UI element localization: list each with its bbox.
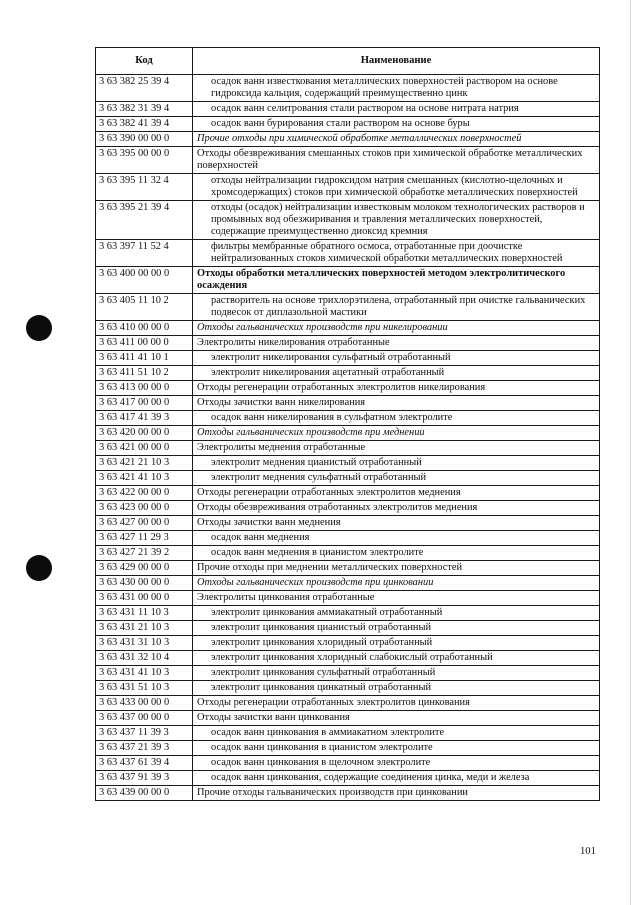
waste-code-cell: 3 63 417 41 39 3 (96, 411, 193, 426)
waste-name-cell: электролит никелирования сульфатный отработанный (193, 351, 600, 366)
waste-code-cell: 3 63 437 00 00 0 (96, 711, 193, 726)
table-row (96, 546, 600, 561)
code-column-header: Код (96, 48, 193, 75)
waste-name-cell: Отходы гальванических производств при меднении (193, 426, 600, 441)
waste-name-cell: электролит меднения сульфатный отработанный (193, 471, 600, 486)
page-number: 101 (580, 846, 596, 857)
table-row (96, 201, 600, 240)
waste-name-cell: электролит цинкования аммиакатный отработанный (193, 606, 600, 621)
table-row (96, 75, 600, 102)
waste-code-cell: 3 63 431 00 00 0 (96, 591, 193, 606)
table-row (96, 456, 600, 471)
waste-code-cell: 3 63 433 00 00 0 (96, 696, 193, 711)
waste-name-cell: электролит цинкования цианистый отработанный (193, 621, 600, 636)
waste-code-cell: 3 63 411 51 10 2 (96, 366, 193, 381)
waste-name-cell: фильтры мембранные обратного осмоса, отработанные при доочистке нейтрализованных стоков химической обработки металлических поверхностей (193, 240, 600, 267)
table-row (96, 294, 600, 321)
table-row (96, 321, 600, 336)
waste-name-cell: электролит цинкования хлоридный отработанный (193, 636, 600, 651)
waste-name-cell: Отходы регенерации отработанных электролитов меднения (193, 486, 600, 501)
waste-name-cell: осадок ванн меднения в цианистом электролите (193, 546, 600, 561)
table-row (96, 240, 600, 267)
waste-code-cell: 3 63 431 11 10 3 (96, 606, 193, 621)
waste-code-cell: 3 63 427 00 00 0 (96, 516, 193, 531)
waste-name-cell: электролит меднения цианистый отработанный (193, 456, 600, 471)
waste-name-cell: осадок ванн известкования металлических поверхностей раствором на основе гидроксида кальция, содержащий преимущественно цинк (193, 75, 600, 102)
table-row (96, 561, 600, 576)
table-row (96, 132, 600, 147)
waste-code-cell: 3 63 422 00 00 0 (96, 486, 193, 501)
table-row (96, 771, 600, 786)
waste-name-cell: электролит цинкования хлоридный слабокислый отработанный (193, 651, 600, 666)
waste-name-cell: осадок ванн цинкования в щелочном электролите (193, 756, 600, 771)
table-row (96, 486, 600, 501)
waste-code-cell: 3 63 437 21 39 3 (96, 741, 193, 756)
waste-name-cell: осадок ванн цинкования в цианистом электролите (193, 741, 600, 756)
table-row (96, 426, 600, 441)
waste-code-cell: 3 63 411 41 10 1 (96, 351, 193, 366)
waste-name-cell: осадок ванн селитрования стали раствором на основе нитрата натрия (193, 102, 600, 117)
waste-code-cell: 3 63 431 51 10 3 (96, 681, 193, 696)
table-row (96, 147, 600, 174)
waste-name-cell: осадок ванн бурирования стали раствором на основе буры (193, 117, 600, 132)
waste-code-cell: 3 63 431 41 10 3 (96, 666, 193, 681)
table-row (96, 411, 600, 426)
waste-code-cell: 3 63 427 21 39 2 (96, 546, 193, 561)
punch-hole (26, 315, 52, 341)
waste-code-cell: 3 63 420 00 00 0 (96, 426, 193, 441)
waste-code-cell: 3 63 413 00 00 0 (96, 381, 193, 396)
waste-code-cell: 3 63 382 25 39 4 (96, 75, 193, 102)
waste-code-cell: 3 63 421 00 00 0 (96, 441, 193, 456)
waste-code-cell: 3 63 421 41 10 3 (96, 471, 193, 486)
waste-name-cell: Отходы обработки металлических поверхностей методом электролитического осаждения (193, 267, 600, 294)
waste-name-cell: осадок ванн меднения (193, 531, 600, 546)
table-row (96, 501, 600, 516)
waste-name-cell: Электролиты никелирования отработанные (193, 336, 600, 351)
table-row (96, 786, 600, 801)
table-row (96, 636, 600, 651)
waste-name-cell: Отходы гальванических производств при никелировании (193, 321, 600, 336)
waste-name-cell: Отходы обезвреживания смешанных стоков при химической обработке металлических поверхностей (193, 147, 600, 174)
waste-code-cell: 3 63 382 41 39 4 (96, 117, 193, 132)
table-row (96, 102, 600, 117)
table-row (96, 471, 600, 486)
waste-code-cell: 3 63 410 00 00 0 (96, 321, 193, 336)
waste-name-cell: Прочие отходы при химической обработке металлических поверхностей (193, 132, 600, 147)
waste-name-cell: Электролиты цинкования отработанные (193, 591, 600, 606)
waste-code-cell: 3 63 421 21 10 3 (96, 456, 193, 471)
waste-code-cell: 3 63 397 11 52 4 (96, 240, 193, 267)
table-row (96, 696, 600, 711)
waste-name-cell: растворитель на основе трихлорэтилена, отработанный при очистке гальванических подвесок от диплазольной мастики (193, 294, 600, 321)
table-row (96, 651, 600, 666)
waste-code-cell: 3 63 437 61 39 4 (96, 756, 193, 771)
table-row (96, 606, 600, 621)
table-row (96, 741, 600, 756)
waste-name-cell: отходы нейтрализации гидроксидом натрия смешанных (кислотно-щелочных и хромсодержащих) стоков при химической обработке металлических поверхностей (193, 174, 600, 201)
waste-name-cell: Отходы зачистки ванн меднения (193, 516, 600, 531)
waste-name-cell: Электролиты меднения отработанные (193, 441, 600, 456)
table-row (96, 336, 600, 351)
waste-code-cell: 3 63 437 91 39 3 (96, 771, 193, 786)
punch-hole (26, 555, 52, 581)
waste-name-cell: Прочие отходы гальванических производств при цинковании (193, 786, 600, 801)
table-row (96, 726, 600, 741)
table-row (96, 351, 600, 366)
table-row (96, 711, 600, 726)
waste-code-cell: 3 63 417 00 00 0 (96, 396, 193, 411)
table-row (96, 531, 600, 546)
waste-code-cell: 3 63 395 11 32 4 (96, 174, 193, 201)
waste-name-cell: электролит цинкования сульфатный отработанный (193, 666, 600, 681)
name-column-header: Наименование (193, 48, 600, 75)
waste-name-cell: электролит никелирования ацетатный отработанный (193, 366, 600, 381)
waste-name-cell: Отходы гальванических производств при цинковании (193, 576, 600, 591)
waste-code-cell: 3 63 395 00 00 0 (96, 147, 193, 174)
table-row (96, 117, 600, 132)
waste-name-cell: осадок ванн никелирования в сульфатном электролите (193, 411, 600, 426)
table-row (96, 666, 600, 681)
waste-name-cell: осадок ванн цинкования в аммиакатном электролите (193, 726, 600, 741)
waste-code-cell: 3 63 431 32 10 4 (96, 651, 193, 666)
table-row (96, 681, 600, 696)
waste-name-cell: Отходы обезвреживания отработанных электролитов меднения (193, 501, 600, 516)
waste-name-cell: отходы (осадок) нейтрализации известковым молоком технологических растворов и промывных вод обезжиривания и травления металлических поверхностей, содержащие преимущественно диоксид кремния (193, 201, 600, 240)
waste-classification-table (95, 47, 600, 801)
waste-code-cell: 3 63 423 00 00 0 (96, 501, 193, 516)
waste-code-cell: 3 63 400 00 00 0 (96, 267, 193, 294)
waste-code-cell: 3 63 430 00 00 0 (96, 576, 193, 591)
table-row (96, 756, 600, 771)
waste-code-cell: 3 63 437 11 39 3 (96, 726, 193, 741)
table-row (96, 174, 600, 201)
waste-name-cell: Отходы зачистки ванн цинкования (193, 711, 600, 726)
waste-code-cell: 3 63 439 00 00 0 (96, 786, 193, 801)
waste-name-cell: Отходы регенерации отработанных электролитов цинкования (193, 696, 600, 711)
table-row (96, 441, 600, 456)
table-row (96, 381, 600, 396)
waste-code-cell: 3 63 411 00 00 0 (96, 336, 193, 351)
page-edge (630, 0, 631, 905)
waste-code-cell: 3 63 382 31 39 4 (96, 102, 193, 117)
waste-code-cell: 3 63 427 11 29 3 (96, 531, 193, 546)
waste-name-cell: Отходы зачистки ванн никелирования (193, 396, 600, 411)
table-row (96, 366, 600, 381)
table-row (96, 516, 600, 531)
waste-name-cell: электролит цинкования цинкатный отработанный (193, 681, 600, 696)
table-row (96, 591, 600, 606)
waste-code-cell: 3 63 431 31 10 3 (96, 636, 193, 651)
table-row (96, 621, 600, 636)
table-row (96, 267, 600, 294)
waste-code-cell: 3 63 395 21 39 4 (96, 201, 193, 240)
table-row (96, 576, 600, 591)
waste-code-cell: 3 63 390 00 00 0 (96, 132, 193, 147)
waste-name-cell: Отходы регенерации отработанных электролитов никелирования (193, 381, 600, 396)
waste-code-cell: 3 63 405 11 10 2 (96, 294, 193, 321)
waste-name-cell: Прочие отходы при меднении металлических поверхностей (193, 561, 600, 576)
table-header-row (96, 48, 600, 75)
table-row (96, 396, 600, 411)
table-body (96, 75, 600, 801)
waste-code-cell: 3 63 429 00 00 0 (96, 561, 193, 576)
waste-name-cell: осадок ванн цинкования, содержащие соединения цинка, меди и железа (193, 771, 600, 786)
waste-code-cell: 3 63 431 21 10 3 (96, 621, 193, 636)
